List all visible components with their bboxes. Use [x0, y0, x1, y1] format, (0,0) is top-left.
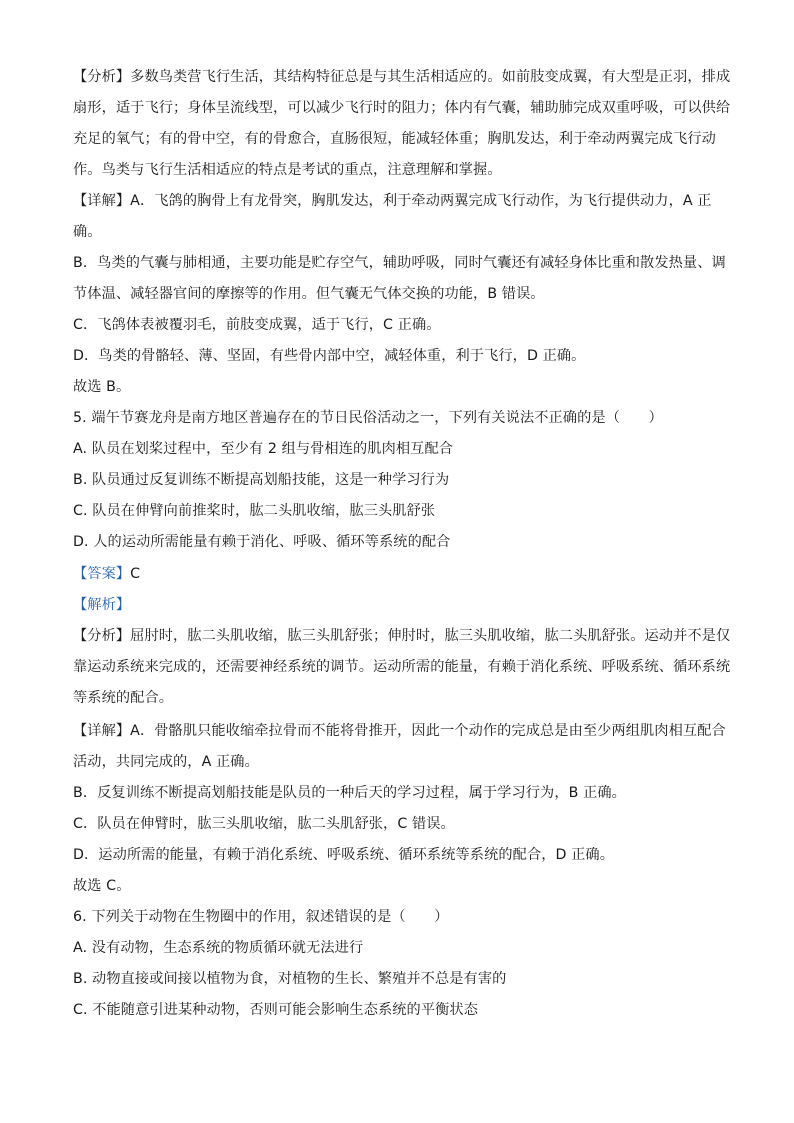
q5-detail-line-3: B．反复训练不断提高划船技能是队员的一种后天的学习过程，属于学习行为，B 正确。	[73, 785, 626, 801]
q4-analysis-line-1: 【分析】多数鸟类营飞行生活，其结构特征总是与其生活相适应的。如前肢变成翼，有大型是正羽，排成	[73, 69, 731, 85]
q4-detail-line-2: 确。	[73, 224, 102, 240]
q5-option-d: D. 人的运动所需能量有赖于消化、呼吸、循环等系统的配合	[73, 534, 451, 550]
answer-tag: 【答案】	[73, 566, 131, 582]
q4-detail-line-1: 【详解】A．飞鸽的胸骨上有龙骨突，胸肌发达，利于牵动两翼完成飞行动作，为飞行提供动力，A 正	[73, 193, 712, 209]
q5-option-b: B. 队员通过反复训练不断提高划船技能，这是一种学习行为	[73, 472, 450, 488]
q5-analysis-line-3: 等系统的配合。	[73, 690, 174, 706]
q4-analysis-line-4: 作。鸟类与飞行生活相适应的特点是考试的重点，注意理解和掌握。	[73, 162, 502, 178]
q4-analysis-line-3: 充足的氧气；有的骨中空，有的骨愈合，直肠很短，能减轻体重；胸肌发达，利于牵动两翼完成飞行动	[73, 131, 716, 147]
q5-option-c: C. 队员在伸臂向前推桨时，肱二头肌收缩，肱三头肌舒张	[73, 503, 436, 519]
q4-detail-line-6: D．鸟类的骨骼轻、薄、坚固，有些骨内部中空，减轻体重，利于飞行，D 正确。	[73, 348, 586, 364]
q4-detail-line-3: B．鸟类的气囊与肺相通，主要功能是贮存空气，辅助呼吸，同时气囊还有减轻身体比重和散发热量、调	[73, 255, 726, 271]
q5-option-a: A. 队员在划桨过程中，至少有 2 组与骨相连的肌肉相互配合	[73, 441, 454, 457]
q4-detail-line-5: C．飞鸽体表被覆羽毛，前肢变成翼，适于飞行，C 正确。	[73, 317, 441, 333]
q6-option-a: A. 没有动物，生态系统的物质循环就无法进行	[73, 940, 364, 956]
q5-detail-line-5: D．运动所需的能量，有赖于消化系统、呼吸系统、循环系统等系统的配合，D 正确。	[73, 847, 615, 863]
q4-conclusion: 故选 B。	[73, 379, 131, 395]
q4-analysis-line-2: 扇形，适于飞行；身体呈流线型，可以减少飞行时的阻力；体内有气囊，辅助肺完成双重呼吸，可以供给	[73, 100, 731, 116]
q5-answer	[73, 564, 733, 584]
q6-option-c: C. 不能随意引进某种动物，否则可能会影响生态系统的平衡状态	[73, 1002, 478, 1018]
q5-detail-line-4: C．队员在伸臂时，肱三头肌收缩，肱二头肌舒张，C 错误。	[73, 816, 455, 832]
q5-analysis-line-1: 【分析】屈肘时，肱二头肌收缩，肱三头肌舒张；伸肘时，肱三头肌收缩，肱二头肌舒张。运动并不是仅	[73, 628, 731, 644]
q5-detail-line-1: 【详解】A．骨骼肌只能收缩牵拉骨而不能将骨推开，因此一个动作的完成总是由至少两组肌肉相互配合	[73, 723, 726, 739]
q6-stem: 6. 下列关于动物在生物圈中的作用，叙述错误的是（ ）	[73, 909, 449, 925]
answer-value: C	[130, 566, 141, 582]
q5-stem: 5. 端午节赛龙舟是南方地区普遍存在的节日民俗活动之一，下列有关说法不正确的是（ ）	[73, 410, 663, 426]
q5-detail-line-2: 活动，共同完成的，A 正确。	[73, 754, 259, 770]
q5-conclusion: 故选 C。	[73, 878, 131, 894]
jiexi-tag: 【解析】	[73, 597, 131, 613]
q4-detail-line-4: 节体温、减轻器官间的摩擦等的作用。但气囊无气体交换的功能，B 错误。	[73, 286, 545, 302]
q6-option-b: B. 动物直接或间接以植物为食，对植物的生长、繁殖并不总是有害的	[73, 971, 507, 987]
q5-analysis-line-2: 靠运动系统来完成的，还需要神经系统的调节。运动所需的能量，有赖于消化系统、呼吸系统、循环系统	[73, 659, 731, 675]
